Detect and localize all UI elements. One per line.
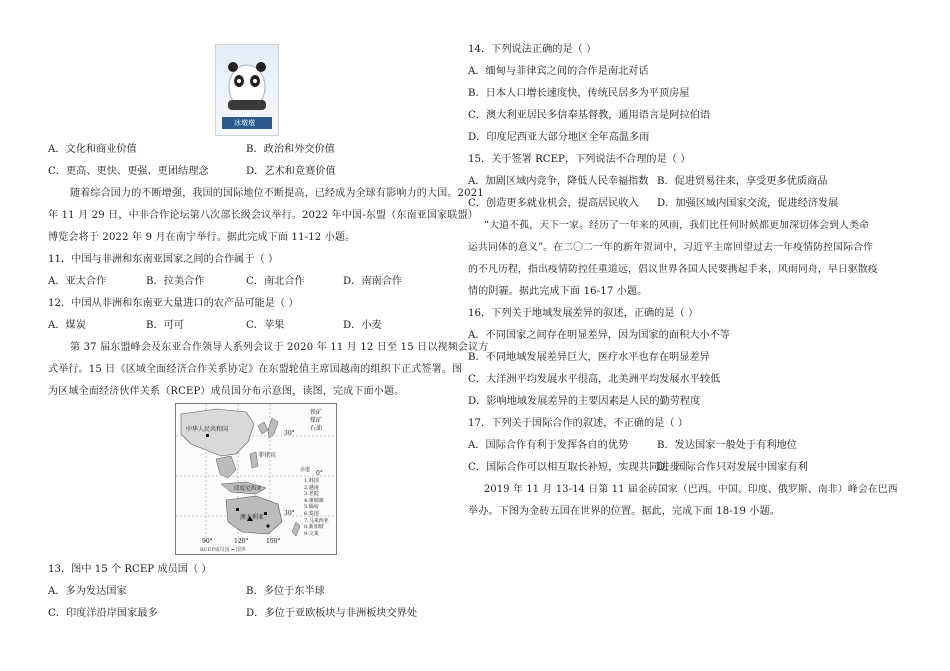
- lon-label: 90°: [202, 538, 213, 545]
- passage-line: 运共同体的意义”。在二〇二一年的新年贺词中，习近平主席回望过去一年疫情防控国际合作: [468, 242, 874, 253]
- question-12: 12．中国从非洲和东南亚大量进口的农产品可能是（ ）: [48, 298, 299, 309]
- option-b: B．日本人口增长速度快，传统民居多为平顶房屋: [468, 88, 690, 99]
- lon-label: 150°: [266, 538, 281, 545]
- option-a: A．煤炭: [48, 320, 86, 331]
- option-a: A．文化和商业价值: [48, 144, 137, 155]
- option-d: D．艺术和竞赛价值: [246, 166, 336, 177]
- option-d: D．加强区域内国家交流，促进经济发展: [657, 198, 839, 209]
- option-d: D．印度尼西亚大部分地区全年高温多雨: [468, 132, 650, 143]
- passage-line: 举办。下图为金砖五国在世界的位置。据此，完成下面 18-19 小题。: [468, 506, 780, 517]
- option-a: A．加剧区域内竞争，降低人民幸福指数: [468, 176, 649, 187]
- member-item: 3.老挝: [304, 491, 319, 498]
- map-caption: RCEP成员国 ━ 国界: [200, 547, 246, 553]
- option-b: B．不同地域发展差异巨大，医疗水平也存在明显差异: [468, 352, 710, 363]
- option-d: D．多位于亚欧板块与非洲板块交界处: [246, 608, 418, 619]
- member-item: 7.马来西亚: [304, 517, 329, 524]
- legend-oil: 石油: [310, 425, 323, 432]
- option-d: D．国际合作只对发展中国家有利: [657, 462, 808, 473]
- legend-iron: 铁矿: [310, 409, 323, 416]
- member-item: 8.新加坡: [304, 524, 324, 531]
- passage-line: 为区域全面经济伙伴关系（RCEP）成员国分布示意图，读图，完成下面小题。: [48, 386, 405, 397]
- option-c: C．印度洋沿岸国家最多: [48, 608, 158, 619]
- passage-line: 式举行。15 日《区域全面经济合作关系协定》在东盟轮值主席国越南的组织下正式签署。图: [48, 364, 463, 375]
- mascot-figure: [215, 44, 279, 136]
- passage-line: 随着综合国力的不断增强，我国的国际地位不断提高，已经成为全球有影响力的大国。2021: [70, 188, 484, 199]
- member-item: 9.文莱: [304, 530, 319, 537]
- option-c: C．澳大利亚居民多信奉基督教，通用语言是阿拉伯语: [468, 110, 711, 121]
- lat-label: 30°: [284, 430, 295, 437]
- member-item: 2.越南: [304, 484, 319, 491]
- label-china: 中华人民共和国: [186, 426, 229, 433]
- question-17: 17．下列关于国际合作的叙述，不正确的是（ ）: [468, 418, 688, 429]
- member-item: 4.柬埔寨: [304, 497, 324, 504]
- option-a: A．多为发达国家: [48, 586, 127, 597]
- mascot-name-label: 冰墩墩: [234, 119, 255, 127]
- lat-label: 30°: [284, 510, 295, 517]
- option-a: A．国际合作有利于发挥各自的优势: [468, 440, 629, 451]
- passage-line: 2019 年 11 月 13-14 日第 11 届金砖国家（巴西、中国、印度、俄罗斯、南非）峰会在巴西: [484, 484, 898, 495]
- passage-line: 情的阴霾。据此完成下面 16-17 小题。: [468, 286, 648, 297]
- rcep-map: [175, 403, 337, 555]
- passage-line: 年 11 月 29 日，中非合作论坛第八次部长级会议举行。2022 年中国-东盟（东南亚国家联盟）: [48, 210, 478, 221]
- option-c: C．苹果: [246, 320, 285, 331]
- legend-coal: 煤矿: [310, 417, 323, 424]
- option-b: B．促进贸易往来，享受更多优质商品: [657, 176, 828, 187]
- question-16: 16．下列关于地域发展差异的叙述，正确的是（ ）: [468, 308, 699, 319]
- question-13: 13．图中 15 个 RCEP 成员国（ ）: [48, 564, 212, 575]
- option-d: D．影响地域发展差异的主要因素是人民的勤劳程度: [468, 396, 701, 407]
- option-b: B．多位于东半球: [246, 586, 325, 597]
- option-a: A．缅甸与菲律宾之间的合作是南北对话: [468, 66, 649, 77]
- member-list: [304, 478, 329, 537]
- member-item: 1.韩国: [304, 478, 319, 484]
- option-c: C．国际合作可以相互取长补短，实现共同进步: [468, 462, 680, 473]
- option-a: A．不同国家之间存在明显差异，因为国家的面积大小不等: [468, 330, 731, 341]
- option-b: B．发达国家一般处于有利地位: [657, 440, 797, 451]
- question-15: 15．关于签署 RCEP，下列说法不合理的是（ ）: [468, 154, 691, 165]
- lon-label: 120°: [234, 538, 249, 545]
- option-d: D．小麦: [343, 320, 382, 331]
- label-philippines: 菲律宾: [258, 452, 277, 459]
- passage-line: 的不凡历程，指出疫情防控任重道远，倡议世界各国人民要携起手来，风雨同舟，早日驱散疫: [468, 264, 878, 275]
- option-d: D．南南合作: [343, 276, 403, 287]
- label-australia: 澳大利亚: [240, 514, 265, 521]
- passage-line: 第 37 届东盟峰会及东亚合作领导人系列会议于 2020 年 11 月 12 日至 15 日以视频会议方: [70, 342, 489, 353]
- equator-label: 赤道: [300, 467, 311, 473]
- question-14: 14．下列说法正确的是（ ）: [468, 44, 597, 55]
- option-c: C．大洋洲平均发展水平很高，北美洲平均发展水平较低: [468, 374, 721, 385]
- option-b: B．可可: [146, 320, 185, 331]
- option-c: C．南北合作: [246, 276, 305, 287]
- member-item: 5.缅甸: [304, 504, 319, 511]
- option-b: B．拉美合作: [146, 276, 205, 287]
- member-item: 6.泰国: [304, 510, 319, 517]
- label-indonesia: 印度尼西亚: [234, 486, 262, 492]
- option-a: A．亚太合作: [48, 276, 107, 287]
- passage-line: “大道不孤，天下一家。经历了一年来的风雨，我们比任何时候都更加深切体会到人类命: [484, 220, 870, 231]
- question-11: 11．中国与非洲和东南亚国家之间的合作属于（ ）: [48, 254, 279, 265]
- lat-label: 0°: [316, 470, 323, 477]
- option-b: B．政治和外交价值: [246, 144, 335, 155]
- option-c: C．创造更多就业机会，提高居民收入: [468, 198, 639, 209]
- option-c: C．更高、更快、更强、更团结理念: [48, 166, 209, 177]
- passage-line: 博览会将于 2022 年 9 月在南宁举行。据此完成下面 11-12 小题。: [48, 232, 356, 243]
